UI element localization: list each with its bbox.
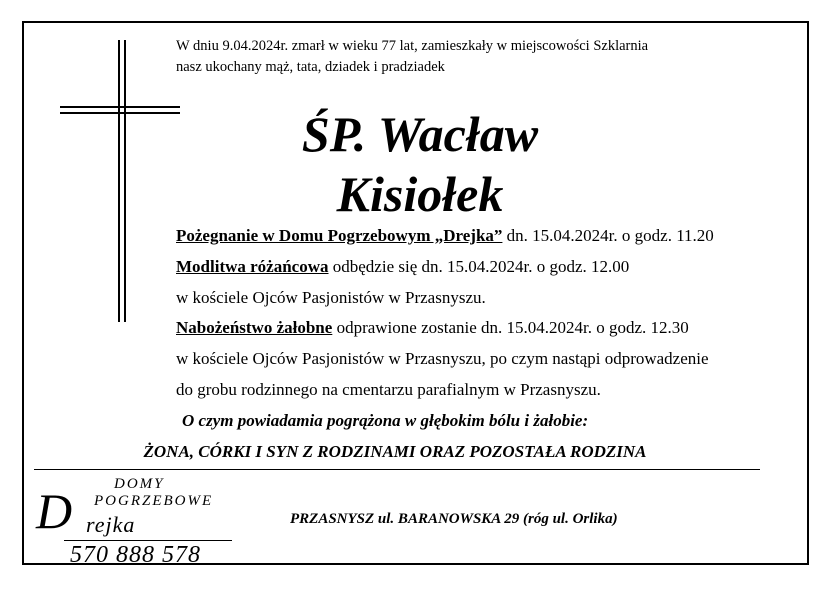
farewell-text: dn. 15.04.2024r. o godz. 11.20 (502, 226, 714, 245)
logo-rejka: rejka (86, 512, 136, 537)
farewell-line (176, 226, 714, 246)
phone-number: 570 888 578 (70, 542, 201, 568)
rosary-place: w kościele Ojców Pasjonistów w Przasnyszu. (176, 288, 486, 307)
mass-line (176, 318, 689, 338)
logo-domy: DOMY (114, 476, 165, 492)
deceased-name-line-1: ŚP. Wacław (301, 106, 539, 162)
address: PRZASNYSZ ul. BARANOWSKA 29 (róg ul. Orlika) (290, 511, 618, 527)
separator-line (34, 469, 760, 470)
mass-place: w kościele Ojców Pasjonistów w Przasnyszu, po czym nastąpi odprowadzenie (176, 349, 709, 368)
mass-label: Nabożeństwo żałobne (176, 318, 333, 337)
cross-vertical-right (124, 40, 126, 322)
intro-text (176, 36, 648, 78)
farewell-label: Pożegnanie w Domu Pogrzebowym „Drejka” (176, 226, 503, 245)
intro-line-1: W dniu 9.04.2024r. zmarł w wieku 77 lat, zamieszkały w miejscowości Szklarnia (176, 38, 649, 54)
rosary-label: Modlitwa różańcowa (176, 257, 329, 276)
logo-d-letter: D (36, 483, 73, 539)
family-line: ŻONA, CÓRKI I SYN Z RODZINAMI ORAZ POZOSTAŁA RODZINA (143, 442, 647, 461)
logo-pogrzebowe: POGRZEBOWE (94, 493, 214, 509)
rosary-line (176, 257, 629, 277)
logo-underline (64, 540, 232, 541)
intro-line-2: nasz ukochany mąż, tata, dziadek i pradziadek (176, 59, 445, 75)
burial-line: do grobu rodzinnego na cmentarzu parafialnym w Przasnyszu. (176, 380, 601, 399)
rosary-text: odbędzie się dn. 15.04.2024r. o godz. 12.00 (328, 257, 630, 276)
cross-vertical-left (118, 40, 120, 322)
announce-line: O czym powiadamia pogrążona w głębokim bólu i żałobie: (182, 411, 589, 430)
mass-text: odprawione zostanie dn. 15.04.2024r. o godz. 12.30 (332, 318, 689, 337)
deceased-name-line-2: Kisiołek (336, 166, 504, 222)
